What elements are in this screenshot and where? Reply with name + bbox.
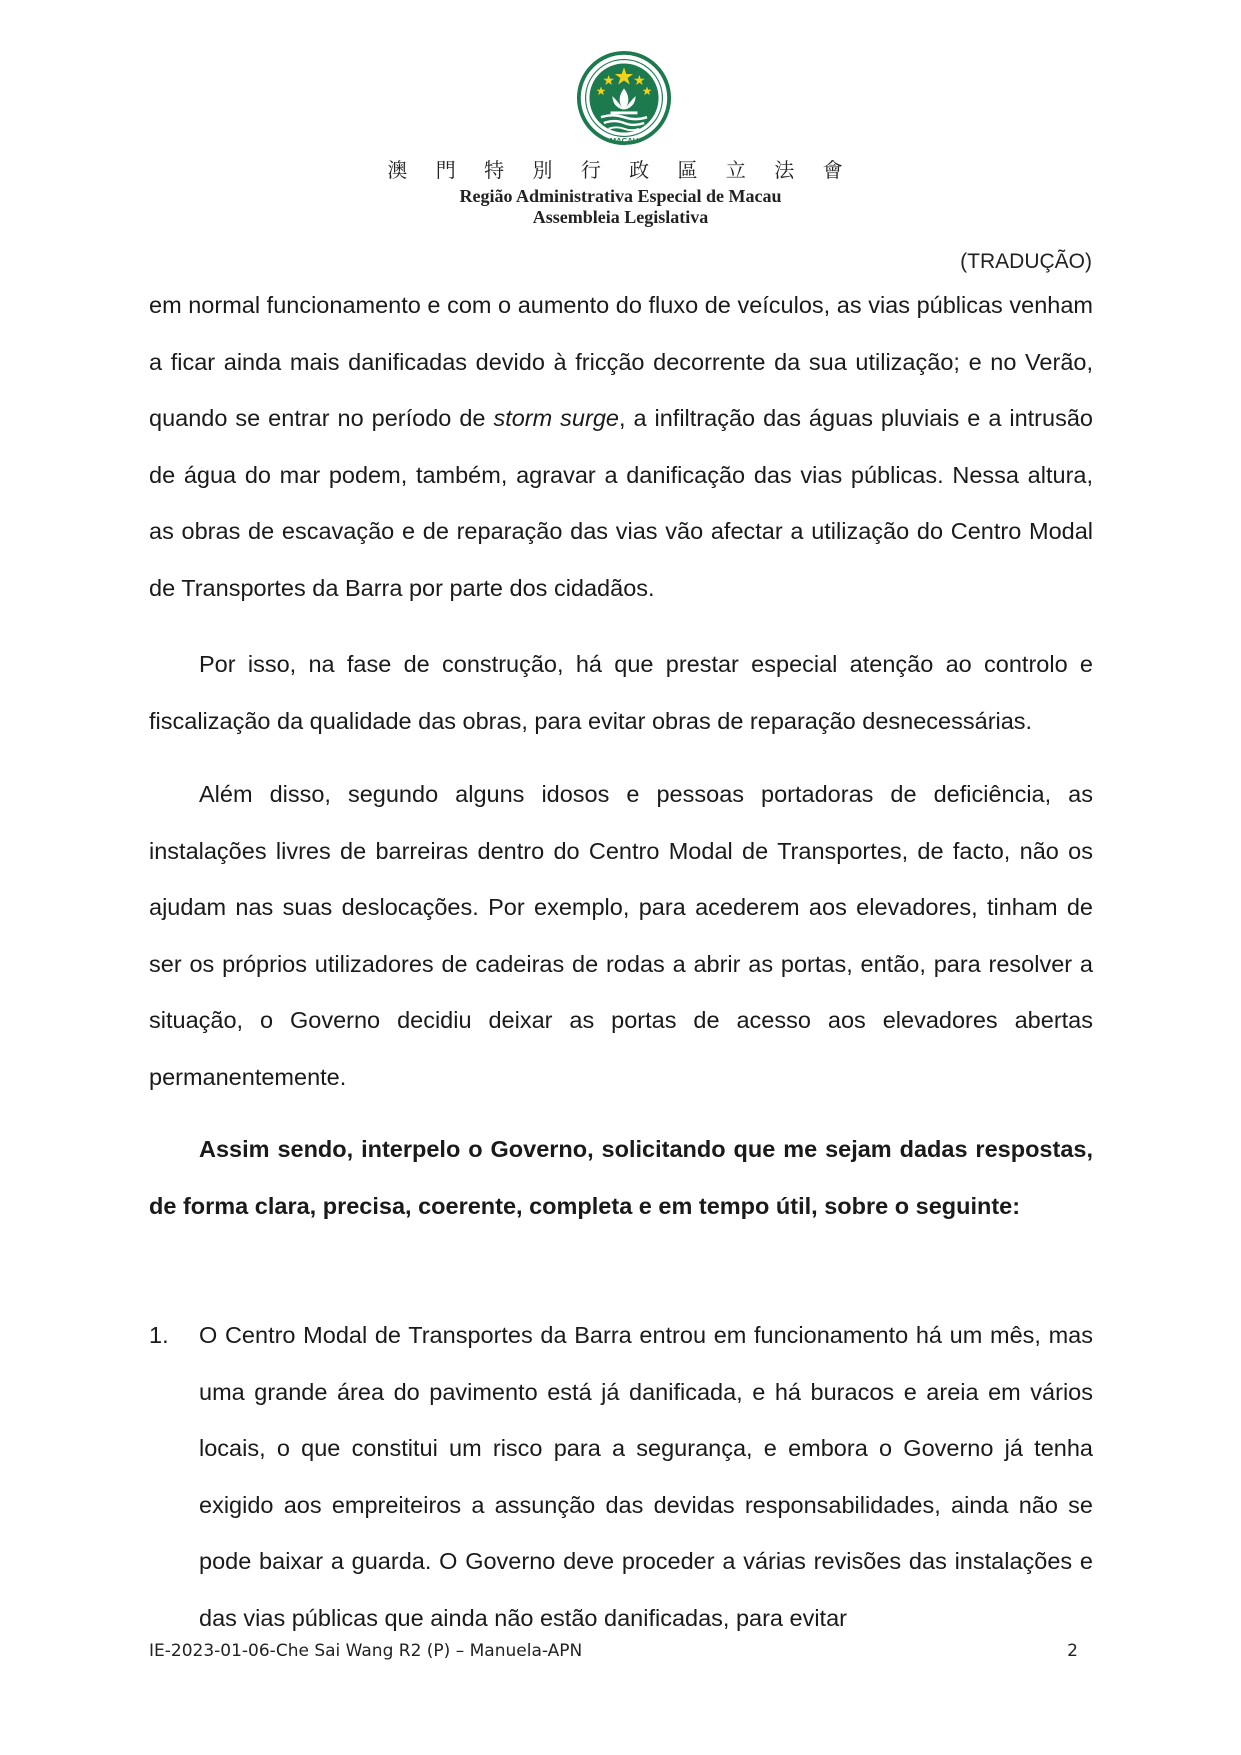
paragraph-2: Por isso, na fase de construção, há que prestar especial atenção ao controlo e fiscalização da qualidade das obras, para evitar obras de reparação desnecessárias. (149, 651, 1093, 734)
footer-reference: IE-2023-01-06-Che Sai Wang R2 (P) – Manuela-APN (149, 1641, 583, 1661)
macau-emblem (576, 50, 672, 146)
paragraph-1 (149, 277, 1093, 616)
paragraph-1-text-b: , a infiltração das águas pluviais e a intrusão de água do mar podem, também, agravar a danificação das vias públicas. Nessa altura, as obras de escavação e de reparação das vias vão afectar a utilização do Centro Modal de Transportes da Barra por parte dos cidadãos. (149, 405, 1093, 601)
translation-label: (TRADUÇÃO) (960, 250, 1092, 273)
header-chinese-title: 澳 門 特 別 行 政 區 立 法 會 (387, 158, 854, 182)
paragraph-request: Assim sendo, interpelo o Governo, solicitando que me sejam dadas respostas, de forma clara, precisa, coerente, completa e em tempo útil, sobre o seguinte: (149, 1136, 1093, 1219)
page-number: 2 (1067, 1641, 1078, 1661)
header-region: Região Administrativa Especial de Macau (459, 186, 782, 206)
paragraph-1-text-a: em normal funcionamento e com o aumento do fluxo de veículos, as vias públicas venham a ficar ainda mais danificadas devido à fricção decorrente da sua utilização; e no Verão, quando se entrar no período de (149, 292, 1093, 431)
list-item-text: O Centro Modal de Transportes da Barra entrou em funcionamento há um mês, mas uma grande área do pavimento está já danificada, e há buracos e areia em vários locais, o que constitui um risco para a segurança, e embora o Governo já tenha exigido aos empreiteiros a assunção das devidas responsabilidades, ainda não se pode baixar a guarda. O Governo deve proceder a várias revisões das instalações e das vias públicas que ainda não estão danificadas, para evitar (199, 1322, 1093, 1631)
header-assembly: Assembleia Legislativa (532, 207, 709, 227)
list-item-number: 1. (149, 1322, 169, 1348)
paragraph-1-italic-term: storm surge (493, 405, 619, 431)
paragraph-3: Além disso, segundo alguns idosos e pessoas portadoras de deficiência, as instalações livres de barreiras dentro do Centro Modal de Transportes, de facto, não os ajudam nas suas deslocações. Por exemplo, para acederem aos elevadores, tinham de ser os próprios utilizadores de cadeiras de rodas a abrir as portas, então, para resolver a situação, o Governo decidiu deixar as portas de acesso aos elevadores abertas permanentemente. (149, 781, 1093, 1090)
emblem-label: MACAU (609, 136, 639, 146)
